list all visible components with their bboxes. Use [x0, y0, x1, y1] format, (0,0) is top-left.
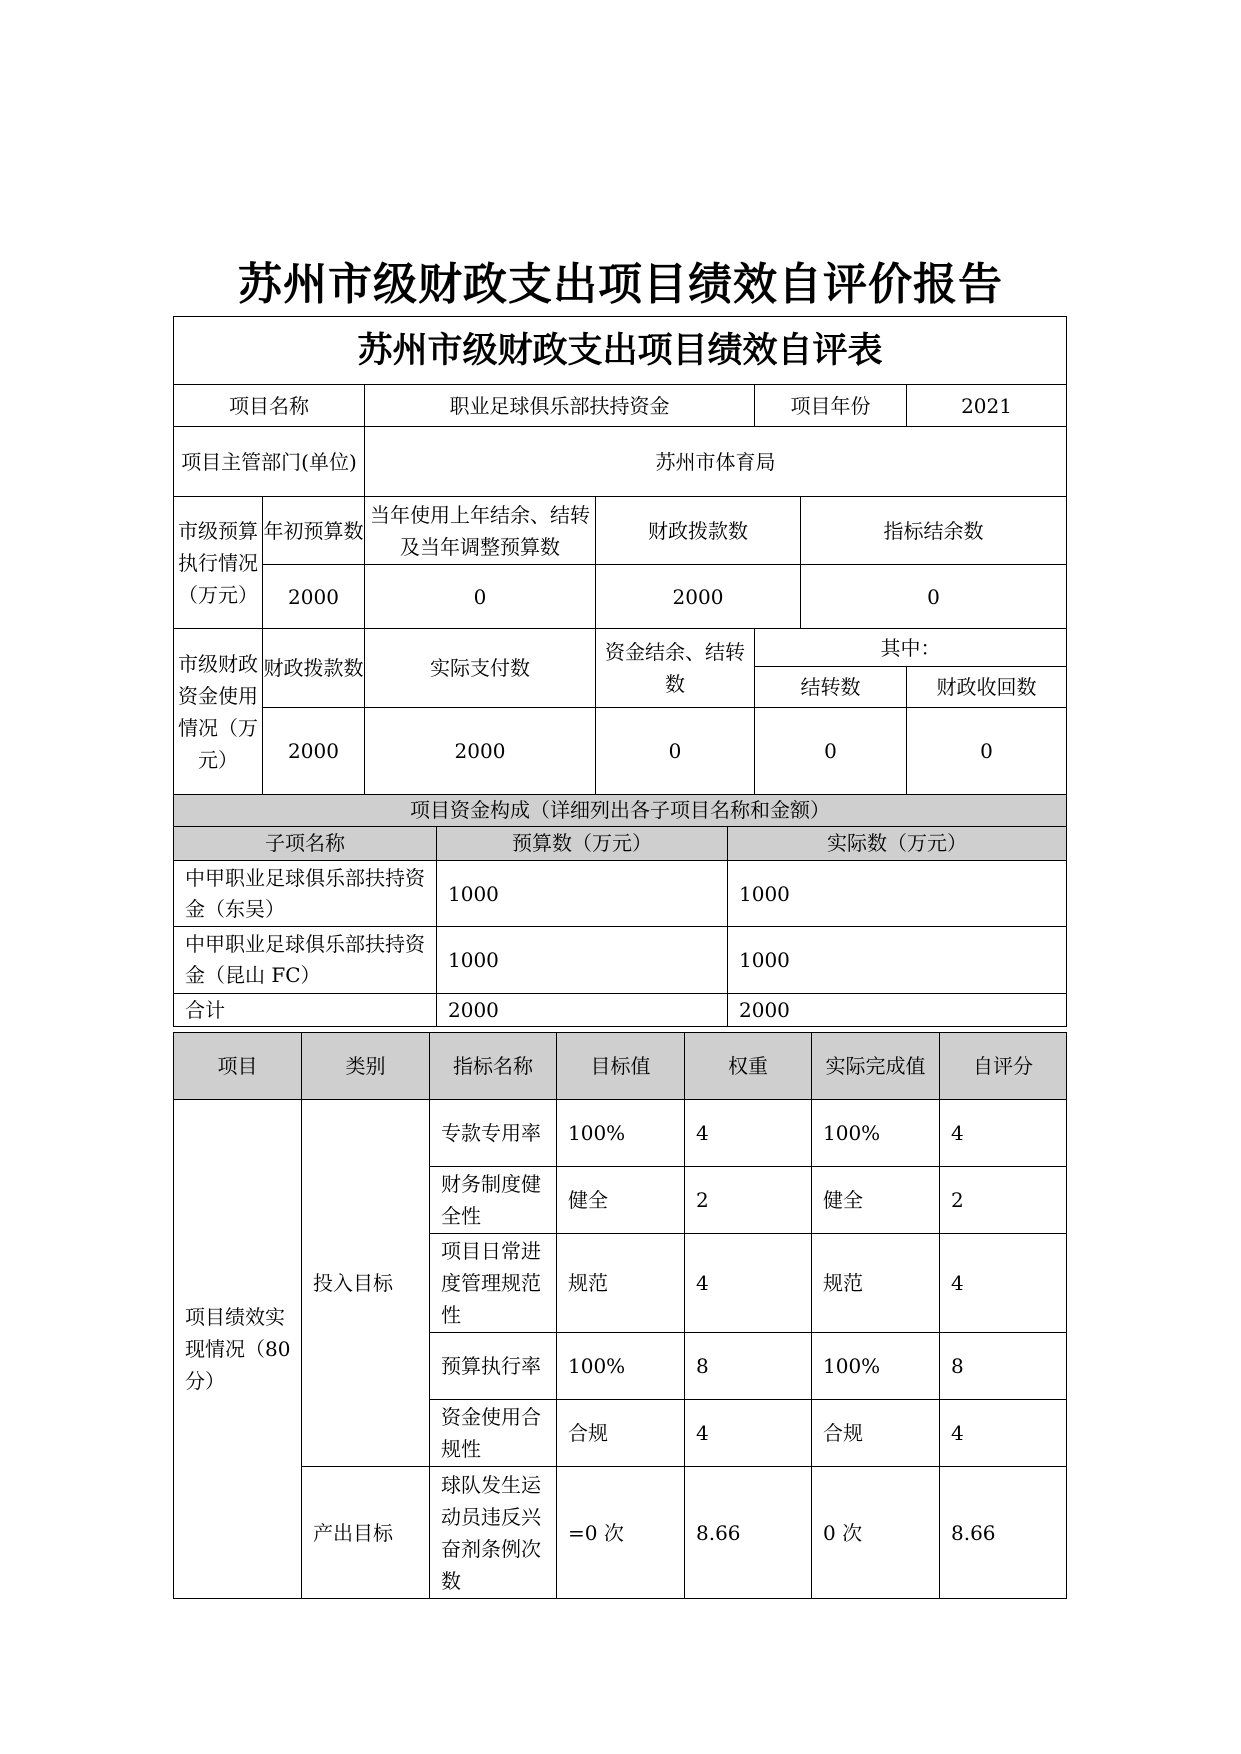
composition-item-name: 中甲职业足球俱乐部扶持资金（昆山 FC） [174, 927, 437, 994]
perf-actual: 合规 [812, 1400, 940, 1467]
perf-target: 规范 [557, 1234, 685, 1333]
perf-col-actual: 实际完成值 [812, 1033, 940, 1100]
table-row [174, 927, 1067, 994]
perf-score: 4 [940, 1234, 1067, 1333]
perf-actual: 100% [812, 1100, 940, 1167]
perf-weight: 4 [685, 1100, 812, 1167]
perf-actual: 100% [812, 1333, 940, 1400]
composition-header: 项目资金构成（详细列出各子项目名称和金额） [174, 795, 1067, 827]
budget-value-appropriation: 2000 [596, 565, 801, 629]
perf-weight: 4 [685, 1400, 812, 1467]
composition-table [173, 794, 1067, 1027]
usage-header-appropriation: 财政拨款数 [263, 629, 365, 708]
perf-score: 8.66 [940, 1467, 1067, 1599]
composition-total-budget: 2000 [437, 994, 728, 1027]
perf-actual: 规范 [812, 1234, 940, 1333]
perf-target: 100% [557, 1333, 685, 1400]
usage-subheader-recovered: 财政收回数 [907, 667, 1067, 708]
table-row [174, 1100, 1067, 1167]
perf-weight: 8 [685, 1333, 812, 1400]
budget-header-balance: 指标结余数 [801, 497, 1067, 565]
usage-value-carryover: 0 [596, 708, 755, 795]
composition-col-name: 子项名称 [174, 827, 437, 861]
table-row [174, 994, 1067, 1027]
budget-value-balance: 0 [801, 565, 1067, 629]
perf-indicator: 预算执行率 [430, 1333, 557, 1400]
dept-value: 苏州市体育局 [365, 427, 1067, 497]
perf-indicator: 球队发生运动员违反兴奋剂条例次数 [430, 1467, 557, 1599]
budget-value-initial: 2000 [263, 565, 365, 629]
budget-value-adjusted: 0 [365, 565, 596, 629]
composition-item-name: 中甲职业足球俱乐部扶持资金（东吴） [174, 861, 437, 927]
perf-target: 健全 [557, 1167, 685, 1234]
usage-value-appropriation: 2000 [263, 708, 365, 795]
perf-weight: 8.66 [685, 1467, 812, 1599]
project-name-label: 项目名称 [174, 385, 365, 427]
table-row [174, 861, 1067, 927]
composition-total-label: 合计 [174, 994, 437, 1027]
perf-weight: 4 [685, 1234, 812, 1333]
perf-col-weight: 权重 [685, 1033, 812, 1100]
usage-group-header: 其中： [755, 629, 1067, 667]
perf-actual: 0 次 [812, 1467, 940, 1599]
perf-col-indicator: 指标名称 [430, 1033, 557, 1100]
composition-col-budget: 预算数（万元） [437, 827, 728, 861]
composition-total-actual: 2000 [728, 994, 1067, 1027]
project-name-value: 职业足球俱乐部扶持资金 [365, 385, 755, 427]
composition-item-budget: 1000 [437, 927, 728, 994]
perf-score: 8 [940, 1333, 1067, 1400]
budget-header-initial: 年初预算数 [263, 497, 365, 565]
usage-value-paid: 2000 [365, 708, 596, 795]
perf-indicator: 资金使用合规性 [430, 1400, 557, 1467]
perf-indicator: 项目日常进度管理规范性 [430, 1234, 557, 1333]
perf-target: 合规 [557, 1400, 685, 1467]
usage-header-paid: 实际支付数 [365, 629, 596, 708]
perf-col-category: 类别 [302, 1033, 430, 1100]
perf-col-score: 自评分 [940, 1033, 1067, 1100]
composition-item-budget: 1000 [437, 861, 728, 927]
perf-weight: 2 [685, 1167, 812, 1234]
composition-item-actual: 1000 [728, 927, 1067, 994]
self-evaluation-table [173, 316, 1067, 795]
usage-row-label: 市级财政资金使用情况（万元） [174, 629, 263, 795]
perf-category-output: 产出目标 [302, 1467, 430, 1599]
table-row [174, 1467, 1067, 1599]
perf-score: 4 [940, 1100, 1067, 1167]
perf-score: 4 [940, 1400, 1067, 1467]
perf-col-project: 项目 [174, 1033, 302, 1100]
perf-actual: 健全 [812, 1167, 940, 1234]
perf-target: 100% [557, 1100, 685, 1167]
performance-table [173, 1032, 1067, 1599]
budget-header-appropriation: 财政拨款数 [596, 497, 801, 565]
report-title: 苏州市级财政支出项目绩效自评价报告 [238, 259, 1003, 310]
budget-row-label: 市级预算执行情况（万元） [174, 497, 263, 629]
usage-value-carry: 0 [755, 708, 907, 795]
perf-section-label: 项目绩效实现情况（80分） [174, 1100, 302, 1599]
perf-col-target: 目标值 [557, 1033, 685, 1100]
project-year-label: 项目年份 [755, 385, 907, 427]
perf-indicator: 财务制度健全性 [430, 1167, 557, 1234]
perf-score: 2 [940, 1167, 1067, 1234]
budget-header-adjusted: 当年使用上年结余、结转及当年调整预算数 [365, 497, 596, 565]
usage-header-carryover: 资金结余、结转数 [596, 629, 755, 708]
composition-item-actual: 1000 [728, 861, 1067, 927]
perf-category-input: 投入目标 [302, 1100, 430, 1467]
usage-subheader-carry: 结转数 [755, 667, 907, 708]
sheet-title: 苏州市级财政支出项目绩效自评表 [174, 317, 1067, 385]
composition-col-actual: 实际数（万元） [728, 827, 1067, 861]
dept-label: 项目主管部门(单位) [174, 427, 365, 497]
perf-target: =0 次 [557, 1467, 685, 1599]
project-year-value: 2021 [907, 385, 1067, 427]
perf-indicator: 专款专用率 [430, 1100, 557, 1167]
usage-value-recovered: 0 [907, 708, 1067, 795]
